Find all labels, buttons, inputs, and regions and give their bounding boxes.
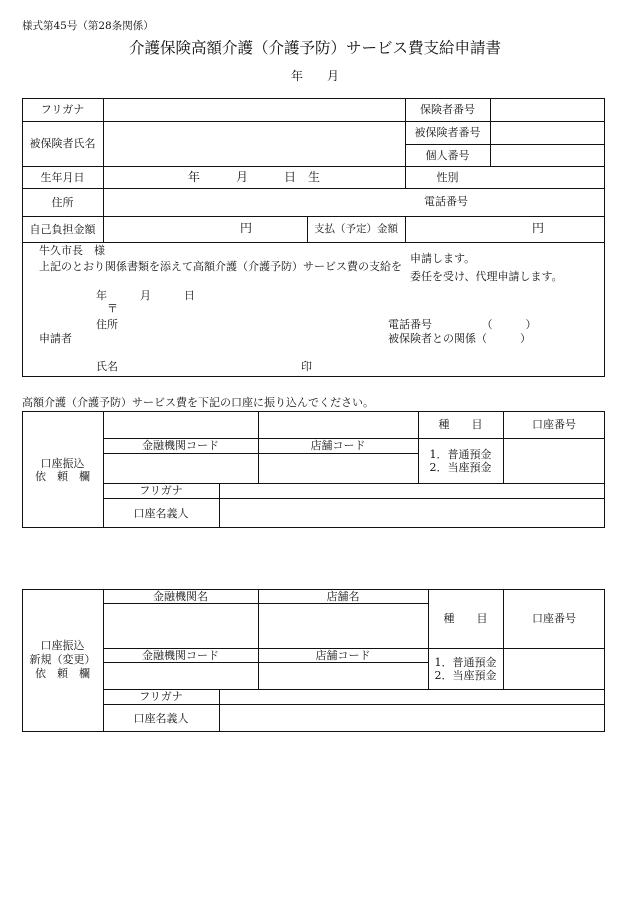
bank1-bank-code-field[interactable]: [103, 453, 258, 483]
applicant-label: 申請者: [39, 332, 72, 345]
payment-yen: 円: [532, 221, 545, 235]
bank2-branch-name-field[interactable]: [258, 603, 428, 648]
furigana-field[interactable]: [103, 98, 405, 121]
self-pay-yen: 円: [240, 221, 253, 235]
header-date: 年 月: [290, 69, 339, 83]
bank2-branch-name-label: 店舗名: [326, 589, 360, 603]
personal-number-field[interactable]: [490, 144, 605, 166]
postal-mark: 〒: [107, 302, 118, 315]
insurer-number-label: 保険者番号: [420, 103, 475, 116]
bank1-branch-code-field[interactable]: [258, 453, 418, 483]
proxy-text: 委任を受け、代理申請します。: [410, 270, 563, 283]
personal-number-label: 個人番号: [425, 148, 470, 162]
insured-number-label: 被保険者番号: [414, 126, 481, 139]
addressee: 牛久市長 様: [39, 244, 105, 257]
bank1-branch-name-field[interactable]: [258, 411, 418, 438]
bank2-furigana-label: フリガナ: [139, 690, 183, 703]
bank1-holder-label: 口座名義人: [133, 506, 189, 520]
bank2-account-type-options[interactable]: 1．普通預金 2．当座預金: [434, 655, 497, 682]
sex-field[interactable]: [490, 166, 605, 188]
bank1-branch-code-label: 店舗コード: [310, 439, 366, 452]
insured-name-label: 被保険者氏名: [29, 137, 96, 150]
bank2-bank-code-field[interactable]: [103, 662, 258, 689]
applicant-phone-label: 電話番号 （ ）: [388, 318, 537, 331]
seal-mark: 印: [301, 360, 312, 373]
bank1-furigana-label: フリガナ: [139, 484, 183, 497]
birth-date-field[interactable]: 年 月 日 生: [187, 169, 320, 184]
bank2-holder-field[interactable]: [219, 704, 605, 732]
insured-name-field[interactable]: [103, 121, 405, 166]
bank2-bank-name-field[interactable]: [103, 603, 258, 648]
bank1-side-label: 口座振込 依 頼 欄: [35, 456, 90, 483]
relation-label: 被保険者との関係（ ）: [388, 332, 531, 345]
bank1-account-number-field[interactable]: [503, 438, 605, 483]
bank1-bank-name-field[interactable]: [103, 411, 258, 438]
bank2-branch-code-label: 店舗コード: [315, 648, 371, 662]
bank2-bank-name-label: 金融機関名: [153, 589, 208, 603]
sex-label: 性別: [436, 170, 459, 184]
bank2-side-label: 口座振込 新規（変更） 依 頼 欄: [29, 639, 96, 680]
form-title: 介護保険高額介護（介護予防）サービス費支給申請書: [128, 39, 501, 57]
phone-label: 電話番号: [424, 195, 468, 208]
birth-date-label: 生年月日: [40, 170, 85, 184]
signer-name-label: 氏名: [96, 360, 118, 373]
application-date: 年 月 日: [96, 289, 195, 302]
request-body-text: 上記のとおり関係書類を添えて高額介護（介護予防）サービス費の支給を: [39, 260, 402, 273]
bank2-account-number-label: 口座番号: [532, 612, 576, 625]
payment-amount-label: 支払（予定）金額: [314, 222, 398, 235]
bank2-bank-code-label: 金融機関コード: [142, 648, 219, 662]
bank1-furigana-field[interactable]: [219, 483, 605, 498]
insurer-number-field[interactable]: [490, 98, 605, 121]
insured-number-field[interactable]: [490, 121, 605, 144]
applicant-address-label: 住所: [96, 318, 118, 331]
apply-text: 申請します。: [410, 252, 476, 265]
bank2-holder-label: 口座名義人: [133, 711, 189, 725]
bank1-account-number-label: 口座番号: [532, 418, 576, 431]
bank2-branch-code-field[interactable]: [258, 662, 428, 689]
bank2-furigana-field[interactable]: [219, 689, 605, 704]
furigana-label: フリガナ: [40, 103, 85, 116]
transfer-note: 高額介護（介護予防）サービス費を下記の口座に振り込んでください。: [22, 396, 374, 409]
address-label: 住所: [51, 195, 74, 209]
form-number: 様式第45号（第28条関係）: [22, 20, 154, 32]
bank1-account-type-options[interactable]: 1．普通預金 2．当座預金: [429, 447, 492, 474]
bank1-bank-code-label: 金融機関コード: [142, 439, 219, 452]
bank2-account-number-field[interactable]: [503, 648, 605, 689]
bank2-type-label: 種 目: [443, 612, 488, 625]
self-pay-label: 自己負担金額: [29, 222, 96, 236]
bank1-holder-field[interactable]: [219, 498, 605, 528]
bank1-type-label: 種 目: [438, 418, 483, 431]
